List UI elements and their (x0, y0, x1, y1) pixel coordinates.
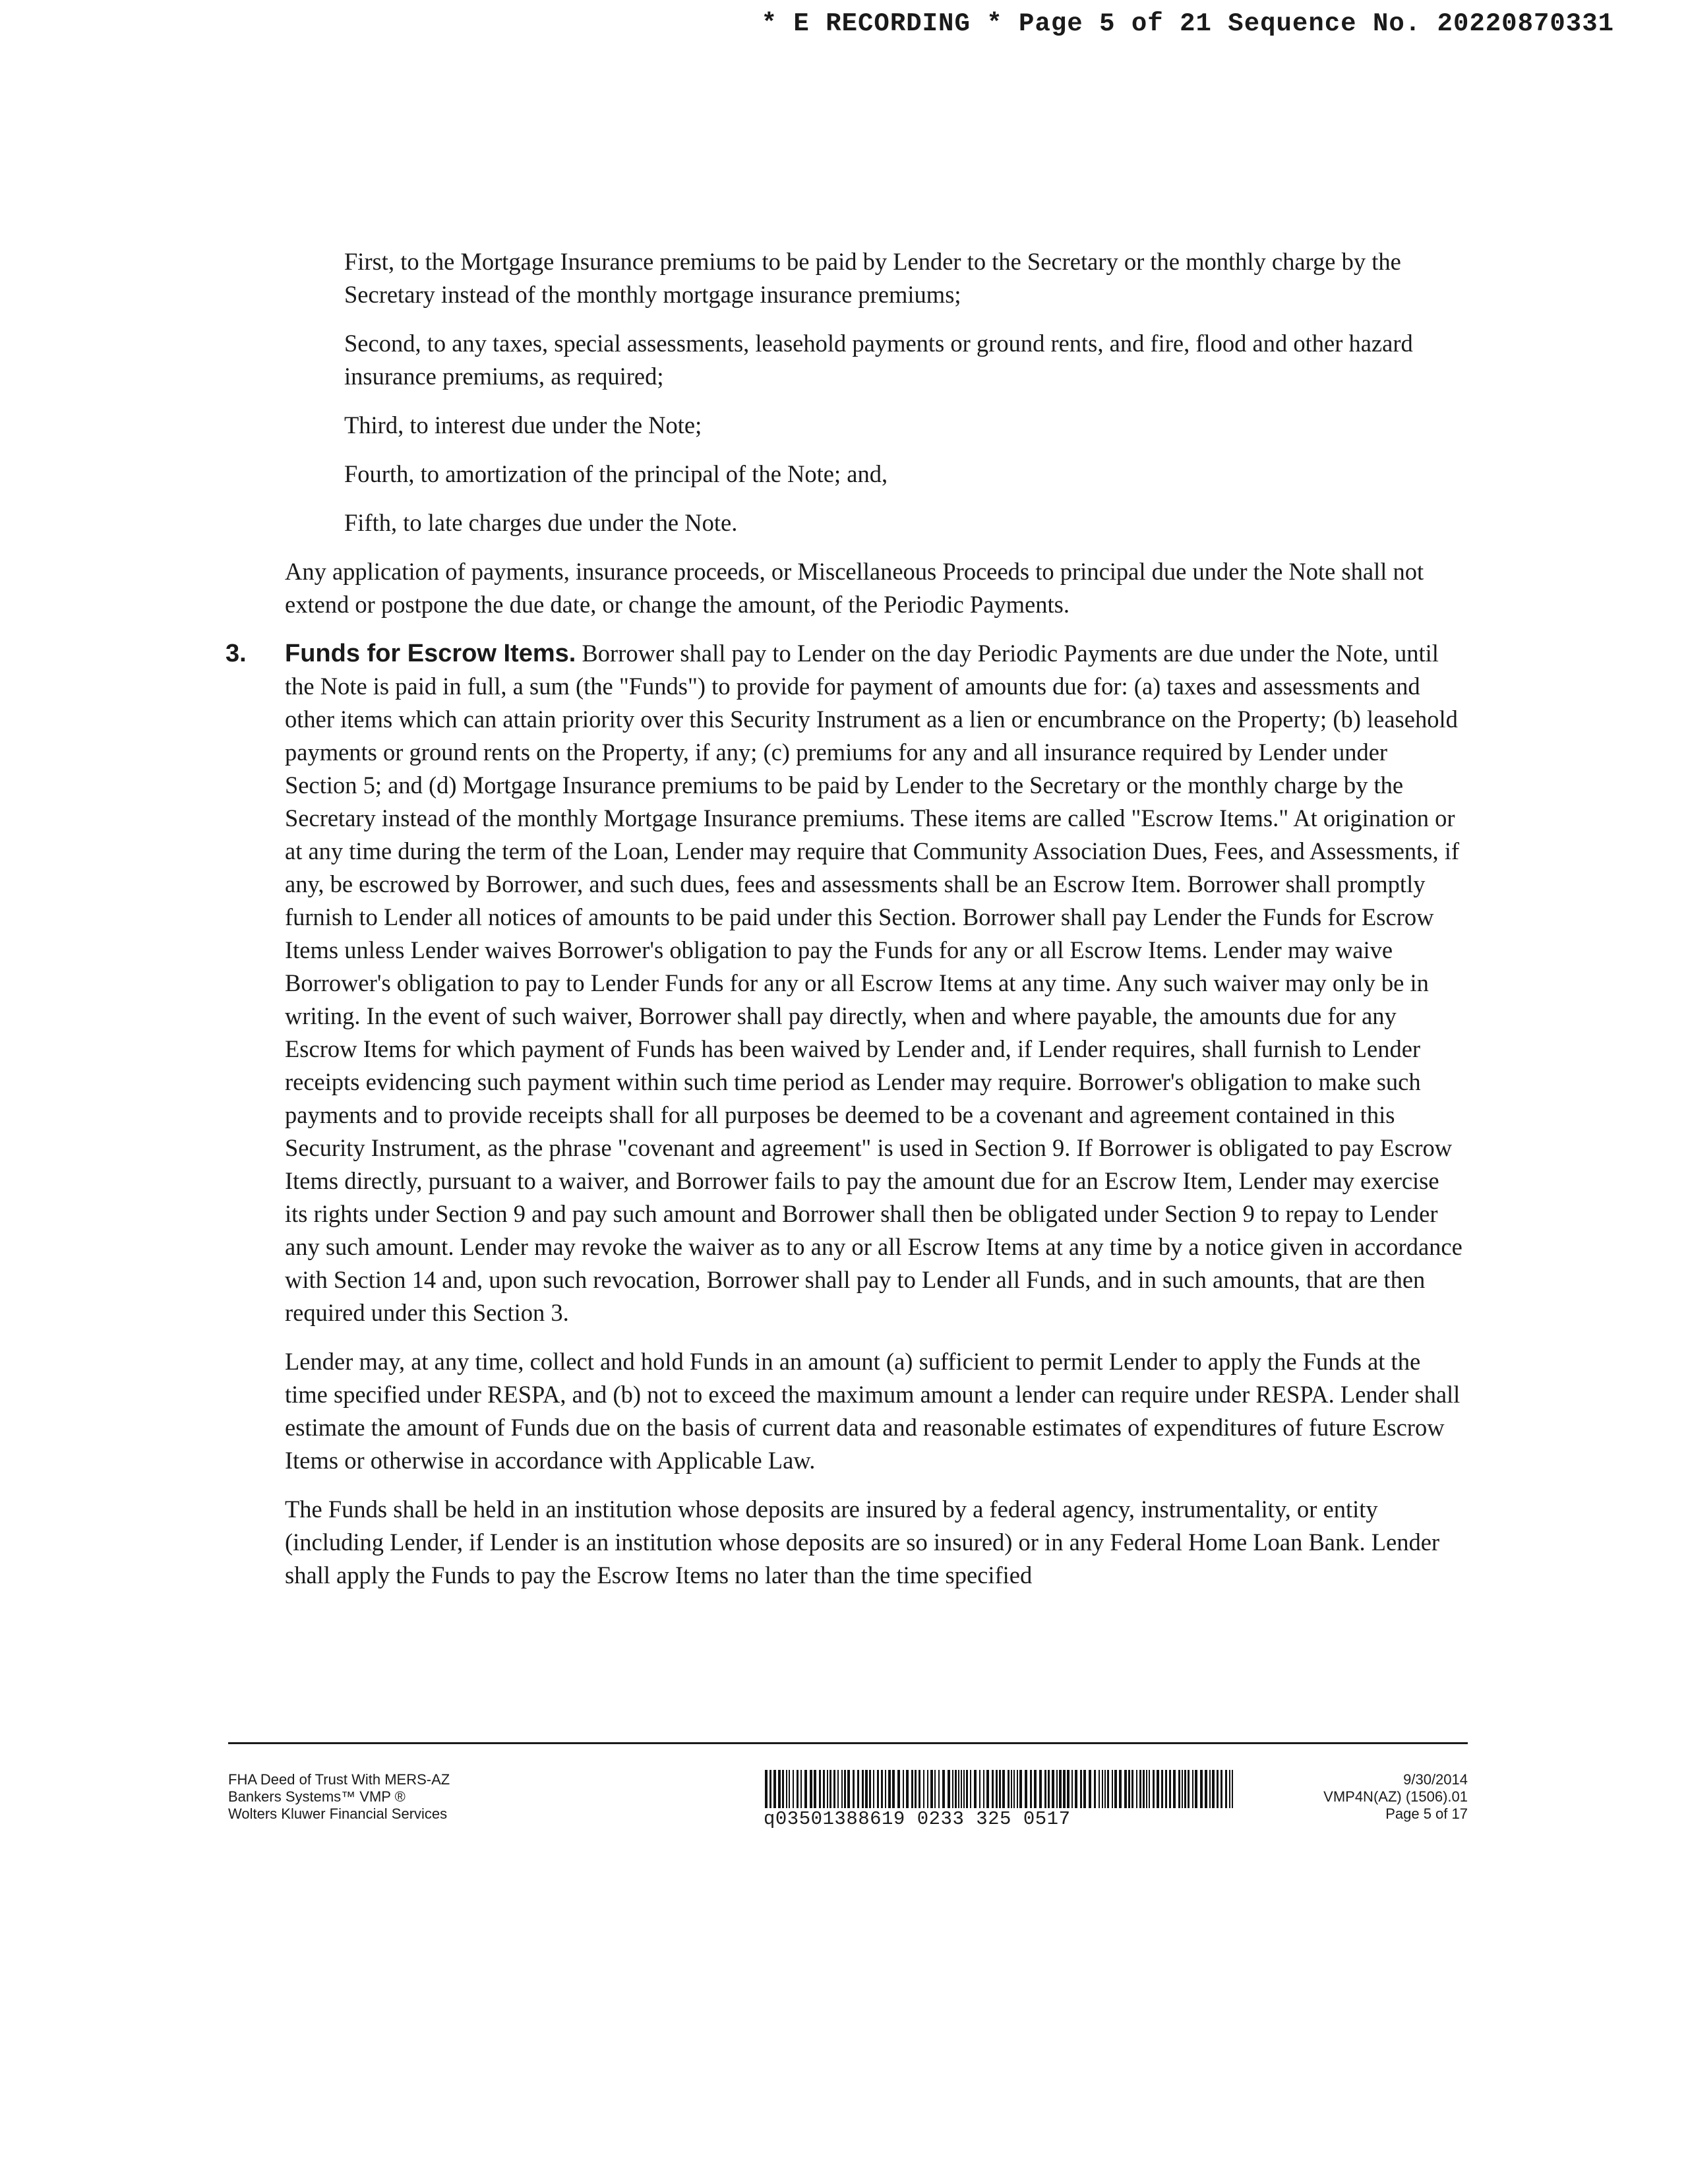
barcode-bar (789, 1770, 790, 1808)
barcode-bar (765, 1770, 768, 1808)
barcode-bar (1192, 1770, 1193, 1808)
barcode-bar (797, 1770, 799, 1808)
barcode-bar (992, 1770, 994, 1808)
footer-publisher: Bankers Systems™ VMP ® (228, 1788, 406, 1805)
section-text: Borrower shall pay to Lender on the day Periodic Payments are due under the Note, until the Note is paid in full, a sum (the "Funds") to provide for payment of amounts due for: (a) taxes and assessments and other items which can attain priority over this Security Instrument as a lien or encumbrance on the Property; (b) leasehold payments or ground rents on the Property, if any; (c) premiums for any and all insurance required by Lender under Section 5; and (d) Mortgage Insurance premiums to be paid by Lender to the Secretary or the monthly charge by the Secretary instead of the monthly Mortgage Insurance premiums. These items are called "Escrow Items." At origination or at any time during the term of the Loan, Lender may require that Community Association Dues, Fees, and Assessments, if any, be escrowed by Borrower, and such dues, fees and assessments shall be an Escrow Item. Borrower shall promptly furnish to Lender all notices of amounts to be paid under this Section. Borrower shall pay Lender the Funds for Escrow Items unless Lender waives Borrower's obligation to pay the Funds for any or all Escrow Items. Lender may waive Borrower's obligation to pay to Lender Funds for any or all Escrow Items at any time. Any such waiver may only be in writing. In the event of such waiver, Borrower shall pay directly, when and where payable, the amounts due for any Escrow Items for which payment of Funds has been waived by Lender and, if Lender requires, shall furnish to Lender receipts evidencing such payment within such time period as Lender may require. Borrower's obligation to make such payments and to provide receipts shall for all purposes be deemed to be a covenant and agreement contained in this Security Instrument, as the phrase "covenant and agreement" is used in Section 9. If Borrower is obligated to pay Escrow Items directly, pursuant to a waiver, and Borrower fails to pay the amount due for an Escrow Item, Lender may exercise its rights under Section 9 and pay such amount and Borrower shall then be obligated under Section 9 to repay to Lender any such amount. Lender may revoke the waiver as to any or all Escrow Items at any time by a notice given in accordance with Section 14 and, upon such revocation, Borrower shall pay to Lender all Funds, and in such amounts, that are then required under this Section 3. (285, 640, 1462, 1326)
recording-header: * E RECORDING * Page 5 of 21 Sequence No. 20220870331 (761, 9, 1614, 38)
barcode-bar (1048, 1770, 1050, 1808)
barcode-bar (833, 1770, 835, 1808)
barcode-bar (1112, 1770, 1113, 1808)
barcode-bar (979, 1770, 980, 1808)
barcode-bar (841, 1770, 843, 1808)
barcode-bar (906, 1770, 909, 1808)
barcode-bar (1102, 1770, 1103, 1808)
barcode-bar (853, 1770, 855, 1808)
payment-item-fourth: Fourth, to amortization of the principal of the Note; and, (344, 460, 888, 487)
payment-item-third: Third, to interest due under the Note; (344, 411, 702, 439)
barcode-number: q03501388619 0233 325 0517 (764, 1808, 1071, 1830)
barcode-bar (1188, 1770, 1190, 1808)
footer-form-title: FHA Deed of Trust With MERS-AZ (228, 1771, 450, 1788)
barcode-bar (1013, 1770, 1015, 1808)
payment-item-fifth: Fifth, to late charges due under the Note. (344, 509, 738, 536)
barcode-bar (1017, 1770, 1018, 1808)
institution-paragraph: The Funds shall be held in an institution whose deposits are insured by a federal agency, instrumentality, or entity (including Lender, if Lender is an institution whose deposits are so insured) or in any Federal Home Loan Bank. Lender shall apply the Funds to pay the Escrow Items no later than the time specified (285, 1496, 1440, 1589)
application-paragraph: Any application of payments, insurance proceeds, or Miscellaneous Proceeds to principal due under the Note shall not extend or postpone the due date, or change the amount, of the Periodic Payments. (285, 558, 1424, 618)
barcode-bar (942, 1770, 945, 1808)
barcode-bar (1019, 1770, 1022, 1808)
barcode-bar (786, 1770, 787, 1808)
barcode-bar (1044, 1770, 1046, 1808)
barcode-bar (1232, 1770, 1233, 1808)
barcode-bar (955, 1770, 957, 1808)
barcode-bar (837, 1770, 839, 1808)
barcode-bar (1195, 1770, 1197, 1808)
barcode-bar (961, 1770, 962, 1808)
barcode-bar (1114, 1770, 1117, 1808)
barcode-bar (1182, 1770, 1183, 1808)
barcode-bar (829, 1770, 831, 1808)
barcode-bar (862, 1770, 864, 1808)
section-number: 3. (226, 640, 247, 667)
barcode-bar (1099, 1770, 1100, 1808)
barcode-bar (844, 1770, 846, 1808)
barcode-bar (1131, 1770, 1133, 1808)
barcode-bar (963, 1770, 965, 1808)
barcode-bar (1149, 1770, 1150, 1808)
barcode-bar (996, 1770, 998, 1808)
barcode-bar (847, 1770, 850, 1808)
barcode-bar (1083, 1770, 1086, 1808)
barcode-bar (773, 1770, 776, 1808)
barcode-bar (983, 1770, 984, 1808)
barcode-bar (823, 1770, 825, 1808)
barcode-bar (873, 1770, 874, 1808)
barcode-bar (1200, 1770, 1203, 1808)
barcode-bar (1030, 1770, 1032, 1808)
barcode-bar (1173, 1770, 1176, 1808)
barcode-bar (1165, 1770, 1167, 1808)
barcode-bar (1225, 1770, 1227, 1808)
footer-form-code: VMP4N(AZ) (1506).01 (1323, 1788, 1468, 1805)
barcode-bar (1157, 1770, 1159, 1808)
barcode-bar (966, 1770, 968, 1808)
barcode-bar (948, 1770, 950, 1808)
barcode-icon (764, 1770, 1236, 1808)
footer-date: 9/30/2014 (1403, 1771, 1468, 1788)
barcode-bar (938, 1770, 940, 1808)
barcode-bar (1169, 1770, 1171, 1808)
barcode-bar (1212, 1770, 1215, 1808)
barcode-bar (1178, 1770, 1180, 1808)
barcode-bar (778, 1770, 781, 1808)
barcode-bar (1153, 1770, 1155, 1808)
barcode-bar (1067, 1770, 1070, 1808)
barcode-bar (814, 1770, 816, 1808)
barcode-bar (1209, 1770, 1211, 1808)
barcode-bar (1002, 1770, 1005, 1808)
barcode-bar (958, 1770, 959, 1808)
barcode-bar (1075, 1770, 1077, 1808)
barcode-bar (1128, 1770, 1130, 1808)
barcode-bar (927, 1770, 928, 1808)
barcode-bar (1089, 1770, 1091, 1808)
barcode-bar (923, 1770, 924, 1808)
barcode-bar (1034, 1770, 1037, 1808)
document-body (226, 245, 1465, 1608)
barcode-bar (1039, 1770, 1042, 1808)
barcode-bar (857, 1770, 859, 1808)
barcode-bar (819, 1770, 821, 1808)
barcode-bar (810, 1770, 812, 1808)
barcode-bar (888, 1770, 891, 1808)
barcode-bar (1136, 1770, 1137, 1808)
barcode-bar (970, 1770, 971, 1808)
barcode-bar (885, 1770, 886, 1808)
barcode-bar (769, 1770, 771, 1808)
barcode-bar (1217, 1770, 1219, 1808)
barcode-bar (930, 1770, 933, 1808)
barcode-bar (1124, 1770, 1127, 1808)
barcode-bar (1008, 1770, 1010, 1808)
barcode-bar (1063, 1770, 1066, 1808)
barcode-bar (1056, 1770, 1058, 1808)
barcode-bar (1161, 1770, 1163, 1808)
barcode-bar (999, 1770, 1001, 1808)
barcode-bar (1107, 1770, 1109, 1808)
barcode-bar (804, 1770, 807, 1808)
barcode-bar (1221, 1770, 1222, 1808)
barcode-bar (1094, 1770, 1096, 1808)
barcode-block (764, 1770, 1236, 1829)
barcode-bar (986, 1770, 989, 1808)
barcode-bar (974, 1770, 977, 1808)
section-3 (226, 637, 1465, 1329)
barcode-bar (1052, 1770, 1054, 1808)
barcode-bar (881, 1770, 883, 1808)
barcode-bar (903, 1770, 904, 1808)
barcode-bar (1080, 1770, 1082, 1808)
footer-divider (228, 1742, 1468, 1744)
payment-item-first: First, to the Mortgage Insurance premiums to be paid by Lender to the Secretary or the monthly charge by the Secretary instead of the monthly mortgage insurance premiums; (344, 248, 1401, 308)
footer-page-number: Page 5 of 17 (1385, 1805, 1468, 1822)
barcode-bar (915, 1770, 917, 1808)
barcode-bar (911, 1770, 913, 1808)
barcode-bar (1025, 1770, 1027, 1808)
section-title: Funds for Escrow Items. (285, 640, 576, 667)
barcode-bar (892, 1770, 895, 1808)
barcode-bar (782, 1770, 784, 1808)
barcode-bar (1146, 1770, 1147, 1808)
respa-paragraph: Lender may, at any time, collect and hold Funds in an amount (a) sufficient to permit Lender to apply the Funds at the time specified under RESPA, and (b) not to exceed the maximum amount a lender can require under RESPA. Lender shall estimate the amount of Funds due on the basis of current data and reasonable estimates of expenditures of future Escrow Items or otherwise in accordance with Applicable Law. (285, 1348, 1461, 1474)
barcode-bar (1139, 1770, 1141, 1808)
barcode-bar (865, 1770, 868, 1808)
barcode-bar (827, 1770, 828, 1808)
barcode-bar (1229, 1770, 1230, 1808)
barcode-bar (1205, 1770, 1207, 1808)
barcode-bar (952, 1770, 953, 1808)
barcode-bar (869, 1770, 871, 1808)
barcode-bar (800, 1770, 802, 1808)
payment-item-second: Second, to any taxes, special assessments, leasehold payments or ground rents, and fire, flood and other hazard insurance premiums, as required; (344, 330, 1413, 390)
barcode-bar (1143, 1770, 1145, 1808)
barcode-bar (1011, 1770, 1012, 1808)
footer-company: Wolters Kluwer Financial Services (228, 1805, 448, 1822)
barcode-bar (877, 1770, 879, 1808)
barcode-bar (919, 1770, 920, 1808)
barcode-bar (1184, 1770, 1186, 1808)
footer-form-meta (1323, 1771, 1468, 1823)
barcode-bar (1059, 1770, 1062, 1808)
barcode-bar (934, 1770, 936, 1808)
barcode-bar (1104, 1770, 1106, 1808)
footer-form-info (228, 1771, 450, 1823)
barcode-bar (793, 1770, 794, 1808)
barcode-bar (897, 1770, 900, 1808)
barcode-bar (1071, 1770, 1073, 1808)
barcode-bar (1119, 1770, 1122, 1808)
